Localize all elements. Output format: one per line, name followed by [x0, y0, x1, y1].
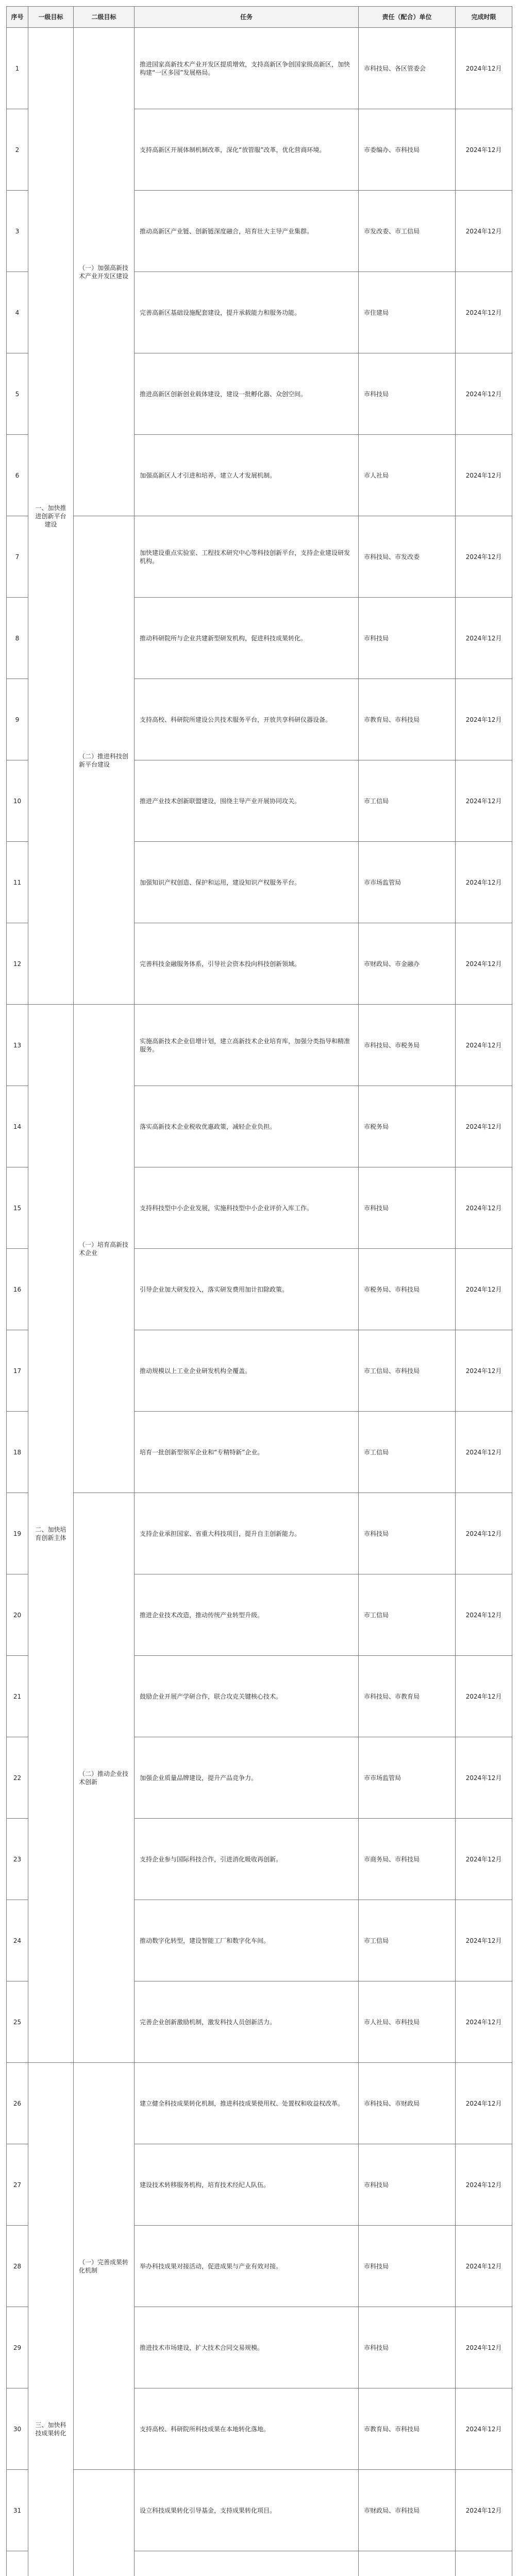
cell-unit: 市科技局: [359, 1493, 456, 1574]
cell-task: 推进产业技术创新联盟建设，围绕主导产业开展协同攻关。: [135, 760, 359, 842]
cell-unit: 市科技局、市教育局: [359, 1656, 456, 1737]
cell-num: 21: [7, 1656, 28, 1737]
cell-num: 7: [7, 516, 28, 598]
cell-time: 2024年12月: [456, 1412, 512, 1493]
cell-unit: 市市场监管局: [359, 842, 456, 923]
cell-num: 24: [7, 1900, 28, 1981]
cell-num: 12: [7, 923, 28, 1005]
cell-num: 6: [7, 435, 28, 516]
cell-task: 加快建设重点实验室、工程技术研究中心等科技创新平台，支持企业建设研发机构。: [135, 516, 359, 598]
cell-num: 14: [7, 1086, 28, 1167]
header-time: 完成时限: [456, 7, 512, 28]
cell-time: 2024年12月: [456, 109, 512, 191]
cell-task: 推动高新区产业链、创新链深度融合，培育壮大主导产业集群。: [135, 191, 359, 272]
cell-unit: 市科技局: [359, 1167, 456, 1249]
cell-num: 30: [7, 2388, 28, 2470]
cell-unit: 市科技局、市发改委: [359, 516, 456, 598]
cell-task: 建设技术转移服务机构，培育技术经纪人队伍。: [135, 2144, 359, 2226]
cell-task: 支持企业参与国际科技合作，引进消化吸收再创新。: [135, 1819, 359, 1900]
cell-time: [456, 2551, 512, 2576]
cell-task: 加强企业质量品牌建设，提升产品竞争力。: [135, 1737, 359, 1819]
cell-task: 完善科技金融服务体系，引导社会资本投向科技创新领域。: [135, 923, 359, 1005]
cell-unit: 市发改委、市工信局: [359, 191, 456, 272]
table-row: [7, 2470, 512, 2551]
header-task: 任务: [135, 7, 359, 28]
cell-num: 8: [7, 598, 28, 679]
cell-task: 鼓励企业开展产学研合作，联合攻克关键核心技术。: [135, 1656, 359, 1737]
cell-task: 推动数字化转型，建设智能工厂和数字化车间。: [135, 1900, 359, 1981]
cell-time: 2024年12月: [456, 1249, 512, 1330]
cell-num: 2: [7, 109, 28, 191]
cell-time: 2024年12月: [456, 1900, 512, 1981]
cell-level2: （一）完善成果转化机制: [74, 2063, 135, 2470]
cell-task: 加强知识产权创造、保护和运用，建设知识产权服务平台。: [135, 842, 359, 923]
cell-num: 11: [7, 842, 28, 923]
header-num: 序号: [7, 7, 28, 28]
cell-task: 落实高新技术企业税收优惠政策，减轻企业负担。: [135, 1086, 359, 1167]
cell-unit: 市教育局、市科技局: [359, 679, 456, 760]
cell-unit: [359, 2551, 456, 2576]
cell-time: 2024年12月: [456, 1330, 512, 1412]
document-sheet: [6, 6, 512, 2576]
table-row: [7, 516, 512, 598]
cell-num: 16: [7, 1249, 28, 1330]
cell-num: 31: [7, 2470, 28, 2551]
cell-unit: 市科技局: [359, 598, 456, 679]
cell-level1: 二、加快培育创新主体: [28, 1005, 74, 2063]
cell-task: 推进高新区创新创业载体建设，建设一批孵化器、众创空间。: [135, 353, 359, 435]
cell-level2: （一）培育高新技术企业: [74, 1005, 135, 1493]
cell-time: 2024年12月: [456, 2226, 512, 2307]
cell-num: 22: [7, 1737, 28, 1819]
cell-level1: 一、加快推进创新平台建设: [28, 28, 74, 1005]
cell-level2: （一）加强高新技术产业开发区建设: [74, 28, 135, 516]
table-row: [7, 1493, 512, 1574]
cell-time: 2024年12月: [456, 2063, 512, 2144]
cell-task: 培育一批创新型领军企业和“专精特新”企业。: [135, 1412, 359, 1493]
cell-unit: 市科技局: [359, 2226, 456, 2307]
cell-unit: 市科技局、市税务局: [359, 1005, 456, 1086]
cell-level2: （二）推动企业技术创新: [74, 1493, 135, 2063]
table-row: [7, 2063, 512, 2144]
cell-task: [135, 2551, 359, 2576]
cell-time: 2024年12月: [456, 1574, 512, 1656]
cell-unit: 市财政局、市金融办: [359, 923, 456, 1005]
cell-unit: 市工信局、市科技局: [359, 1330, 456, 1412]
cell-task: 实施高新技术企业倍增计划，建立高新技术企业培育库，加强分类指导和精准服务。: [135, 1005, 359, 1086]
cell-num: 3: [7, 191, 28, 272]
cell-num: 26: [7, 2063, 28, 2144]
cell-unit: 市税务局、市科技局: [359, 1249, 456, 1330]
cell-unit: 市工信局: [359, 1412, 456, 1493]
cell-time: 2024年12月: [456, 598, 512, 679]
cell-task: 加强高新区人才引进和培养，建立人才发展机制。: [135, 435, 359, 516]
cell-time: 2024年12月: [456, 679, 512, 760]
cell-unit: 市税务局: [359, 1086, 456, 1167]
table-row: [7, 28, 512, 109]
cell-num: 1: [7, 28, 28, 109]
cell-num: 25: [7, 1981, 28, 2063]
cell-time: 2024年12月: [456, 1656, 512, 1737]
cell-unit: 市科技局: [359, 2307, 456, 2388]
cell-task: 推动规模以上工业企业研发机构全覆盖。: [135, 1330, 359, 1412]
cell-time: 2024年12月: [456, 2388, 512, 2470]
cell-time: 2024年12月: [456, 1086, 512, 1167]
cell-time: 2024年12月: [456, 2470, 512, 2551]
table-row: [7, 1005, 512, 1086]
cell-unit: 市委编办、市科技局: [359, 109, 456, 191]
cell-time: 2024年12月: [456, 1167, 512, 1249]
cell-num: 17: [7, 1330, 28, 1412]
cell-level2: [74, 2470, 135, 2576]
cell-time: 2024年12月: [456, 191, 512, 272]
cell-task: 支持企业承担国家、省重大科技项目，提升自主创新能力。: [135, 1493, 359, 1574]
cell-level1: 三、加快科技成果转化: [28, 2063, 74, 2576]
cell-unit: 市财政局、市科技局: [359, 2470, 456, 2551]
cell-task: 支持高校、科研院所科技成果在本地转化落地。: [135, 2388, 359, 2470]
cell-task: 支持科技型中小企业发展，实施科技型中小企业评价入库工作。: [135, 1167, 359, 1249]
cell-unit: 市人社局、市科技局: [359, 1981, 456, 2063]
cell-unit: 市工信局: [359, 760, 456, 842]
cell-task: 支持高新区开展体制机制改革，深化“放管服”改革，优化营商环境。: [135, 109, 359, 191]
cell-time: 2024年12月: [456, 1981, 512, 2063]
cell-time: 2024年12月: [456, 28, 512, 109]
cell-task: 引导企业加大研发投入，落实研发费用加计扣除政策。: [135, 1249, 359, 1330]
task-table: [6, 6, 512, 2576]
cell-time: 2024年12月: [456, 435, 512, 516]
cell-task: 完善高新区基础设施配套建设，提升承载能力和服务功能。: [135, 272, 359, 353]
cell-unit: 市科技局、市财政局: [359, 2063, 456, 2144]
cell-time: 2024年12月: [456, 923, 512, 1005]
cell-time: 2024年12月: [456, 272, 512, 353]
header-unit: 责任（配合）单位: [359, 7, 456, 28]
cell-time: 2024年12月: [456, 516, 512, 598]
cell-task: 设立科技成果转化引导基金，支持成果转化项目。: [135, 2470, 359, 2551]
cell-unit: 市市场监管局: [359, 1737, 456, 1819]
cell-unit: 市人社局: [359, 435, 456, 516]
cell-unit: 市工信局: [359, 1900, 456, 1981]
cell-unit: 市科技局: [359, 2144, 456, 2226]
cell-task: 推进企业技术改造，推动传统产业转型升级。: [135, 1574, 359, 1656]
cell-time: 2024年12月: [456, 2307, 512, 2388]
cell-time: 2024年12月: [456, 1005, 512, 1086]
cell-unit: 市商务局、市科技局: [359, 1819, 456, 1900]
cell-num: 5: [7, 353, 28, 435]
cell-unit: 市教育局、市科技局: [359, 2388, 456, 2470]
cell-num: 9: [7, 679, 28, 760]
cell-num: [7, 2551, 28, 2576]
cell-level2: （二）推进科技创新平台建设: [74, 516, 135, 1005]
cell-time: 2024年12月: [456, 353, 512, 435]
cell-num: 20: [7, 1574, 28, 1656]
cell-unit: 市科技局: [359, 353, 456, 435]
cell-num: 27: [7, 2144, 28, 2226]
cell-num: 13: [7, 1005, 28, 1086]
cell-task: 推动科研院所与企业共建新型研发机构，促进科技成果转化。: [135, 598, 359, 679]
cell-num: 19: [7, 1493, 28, 1574]
cell-time: 2024年12月: [456, 1493, 512, 1574]
cell-time: 2024年12月: [456, 1819, 512, 1900]
table-body: [7, 28, 512, 2576]
cell-num: 10: [7, 760, 28, 842]
cell-unit: 市住建局: [359, 272, 456, 353]
cell-time: 2024年12月: [456, 760, 512, 842]
cell-unit: 市科技局、各区管委会: [359, 28, 456, 109]
cell-num: 4: [7, 272, 28, 353]
cell-task: 推进技术市场建设，扩大技术合同交易规模。: [135, 2307, 359, 2388]
cell-num: 29: [7, 2307, 28, 2388]
cell-task: 推进国家高新技术产业开发区提质增效，支持高新区争创国家级高新区，加快构建“一区多园”发展格局。: [135, 28, 359, 109]
cell-num: 15: [7, 1167, 28, 1249]
cell-task: 举办科技成果对接活动，促进成果与产业有效对接。: [135, 2226, 359, 2307]
cell-time: 2024年12月: [456, 2144, 512, 2226]
cell-num: 28: [7, 2226, 28, 2307]
table-header-row: [7, 7, 512, 28]
cell-num: 23: [7, 1819, 28, 1900]
cell-task: 建立健全科技成果转化机制，推进科技成果使用权、处置权和收益权改革。: [135, 2063, 359, 2144]
cell-task: 完善企业创新激励机制，激发科技人员创新活力。: [135, 1981, 359, 2063]
cell-time: 2024年12月: [456, 842, 512, 923]
cell-task: 支持高校、科研院所建设公共技术服务平台，开放共享科研仪器设备。: [135, 679, 359, 760]
header-level2: 二级目标: [74, 7, 135, 28]
cell-num: 18: [7, 1412, 28, 1493]
cell-unit: 市工信局: [359, 1574, 456, 1656]
header-level1: 一级目标: [28, 7, 74, 28]
cell-time: 2024年12月: [456, 1737, 512, 1819]
